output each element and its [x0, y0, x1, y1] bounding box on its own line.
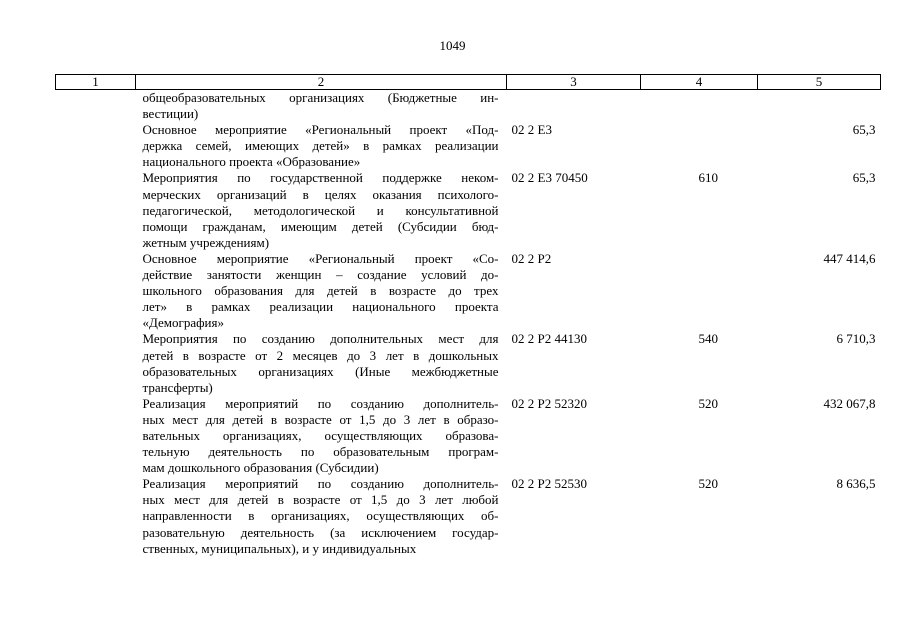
name-line: лет» в рамках реализации национального проекта — [142, 299, 499, 315]
column-header-3: 3 — [507, 75, 641, 90]
cell-code: 02 2 P2 52320 — [511, 395, 587, 411]
cell-amount: 6 710,3 — [836, 331, 876, 347]
table-body — [56, 90, 881, 557]
page-number: 1049 — [439, 38, 466, 53]
table-row — [56, 331, 881, 395]
name-line: Реализация мероприятий по созданию дополнитель- — [142, 395, 499, 411]
name-line: Основное мероприятие «Региональный проект «Со- — [142, 250, 499, 266]
name-line: вестиции) — [142, 106, 199, 122]
cell-amount: 8 636,5 — [836, 476, 876, 492]
cell-name — [136, 396, 507, 476]
cell-name — [136, 122, 507, 170]
cell-col1 — [56, 170, 136, 250]
cell-expense-type: 610 — [698, 170, 718, 186]
table-row — [56, 170, 881, 250]
cell-amount: 65,3 — [852, 122, 876, 138]
name-line: «Демография» — [142, 315, 224, 331]
table-row — [56, 90, 881, 123]
cell-col1 — [56, 251, 136, 331]
cell-name — [136, 90, 507, 123]
cell-col1 — [56, 331, 136, 395]
cell-expense-type: 520 — [698, 476, 718, 492]
cell-name — [136, 251, 507, 331]
name-line: образовательных организациях (Иные межбюджетные — [142, 363, 499, 379]
table-row — [56, 122, 881, 170]
name-line: национального проекта «Образование» — [142, 154, 361, 170]
cell-code — [507, 90, 641, 123]
name-line: детей в возрасте от 2 месяцев до 3 лет в дошкольных — [142, 347, 499, 363]
cell-code: 02 2 P2 52530 — [511, 476, 587, 492]
name-line: мам дошкольного образования (Субсидии) — [142, 460, 379, 476]
table-row — [56, 476, 881, 556]
name-line: ственных, муниципальных), и у индивидуальных — [142, 540, 417, 556]
cell-name — [136, 331, 507, 395]
name-line: разовательную деятельность (за исключением государ- — [142, 524, 499, 540]
table-row — [56, 396, 881, 476]
cell-amount: 65,3 — [852, 170, 876, 186]
name-line: Основное мероприятие «Региональный проект «Под- — [142, 122, 499, 138]
name-line: тельную деятельность по образовательным програм- — [142, 444, 499, 460]
cell-name — [136, 170, 507, 250]
cell-amount — [758, 90, 881, 123]
header-row — [56, 75, 881, 90]
cell-code: 02 2 E3 70450 — [511, 170, 588, 186]
cell-code: 02 2 P2 — [511, 250, 552, 266]
name-line: трансферты) — [142, 379, 213, 395]
column-header-5: 5 — [758, 75, 881, 90]
column-header-2: 2 — [136, 75, 507, 90]
cell-code: 02 2 P2 44130 — [511, 331, 587, 347]
cell-amount: 447 414,6 — [823, 250, 876, 266]
cell-col1 — [56, 122, 136, 170]
column-header-4: 4 — [641, 75, 758, 90]
name-line: ных мест для детей в возрасте от 1,5 до 3 лет любой — [142, 492, 499, 508]
name-line: общеобразовательных организациях (Бюджетные ин- — [142, 90, 499, 105]
name-line: педагогической, методологической и консультативной — [142, 202, 499, 218]
cell-col1 — [56, 90, 136, 123]
name-line: мерческих организаций в целях оказания психолого- — [142, 186, 499, 202]
name-line: Мероприятия по государственной поддержке неком- — [142, 170, 499, 186]
name-line: помощи гражданам, имеющим детей (Субсидии бюд- — [142, 218, 499, 234]
name-line: действие занятости женщин – создание условий до- — [142, 267, 499, 283]
cell-expense-type: 520 — [698, 395, 718, 411]
name-line: вательных организациях, осуществляющих образова- — [142, 427, 499, 443]
cell-name — [136, 476, 507, 556]
name-line: школьного образования для детей в возрасте до трех — [142, 283, 499, 299]
name-line: направленности в организациях, осуществляющих об- — [142, 508, 499, 524]
cell-expense-type — [641, 90, 758, 123]
column-header-1: 1 — [56, 75, 136, 90]
cell-expense-type — [641, 122, 758, 170]
name-line: ных мест для детей в возрасте от 1,5 до 3 лет в образо- — [142, 411, 499, 427]
cell-expense-type — [641, 251, 758, 331]
budget-table — [55, 74, 881, 557]
name-line: держка семей, имеющих детей» в рамках реализации — [142, 138, 499, 154]
cell-col1 — [56, 396, 136, 476]
cell-expense-type: 540 — [698, 331, 718, 347]
cell-amount: 432 067,8 — [823, 395, 876, 411]
table-row — [56, 251, 881, 331]
cell-code: 02 2 E3 — [511, 122, 552, 138]
name-line: Мероприятия по созданию дополнительных мест для — [142, 331, 499, 347]
name-line: жетным учреждениям) — [142, 234, 270, 250]
name-line: Реализация мероприятий по созданию дополнитель- — [142, 476, 499, 492]
cell-col1 — [56, 476, 136, 556]
